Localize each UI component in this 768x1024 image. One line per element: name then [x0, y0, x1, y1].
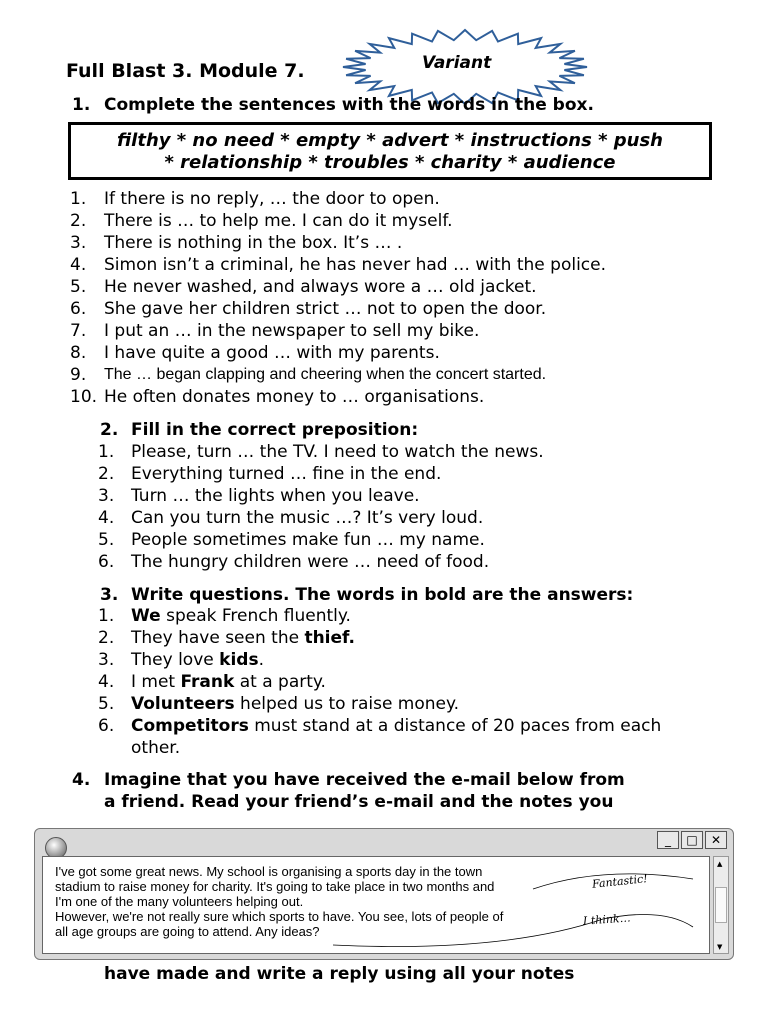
- item-number: 4.: [98, 672, 115, 692]
- item-number: 5.: [70, 277, 87, 297]
- note-curves: [43, 857, 711, 955]
- item-text: If there is no reply, … the door to open.: [104, 189, 440, 209]
- item-number: 7.: [70, 321, 87, 341]
- item-number: 6.: [98, 552, 115, 572]
- word-box-line-2: * relationship * troubles * charity * audience: [164, 152, 616, 173]
- list-item: [70, 276, 730, 298]
- task3-heading: Write questions. The words in bold are the answers:: [131, 585, 634, 605]
- maximize-button[interactable]: □: [681, 831, 703, 849]
- list-item: [70, 232, 730, 254]
- item-text: I put an … in the newspaper to sell my bike.: [104, 321, 480, 341]
- word-box: [68, 122, 712, 180]
- task1-heading: Complete the sentences with the words in the box.: [104, 95, 594, 115]
- list-item: [70, 210, 730, 232]
- text-part: helped us to raise money.: [234, 694, 460, 714]
- task4-line-2: a friend. Read your friend’s e-mail and the notes you: [104, 792, 614, 812]
- item-text: [131, 715, 661, 737]
- item-text: [131, 649, 264, 671]
- answer-bold: Competitors: [131, 716, 249, 736]
- email-body: [42, 856, 710, 954]
- scroll-up-icon[interactable]: ▲: [717, 860, 723, 868]
- handwritten-note-1: Fantastic!: [591, 872, 649, 891]
- task4-line-3: have made and write a reply using all your notes: [104, 964, 575, 984]
- item-number: 1.: [98, 442, 115, 462]
- list-item: [98, 441, 728, 463]
- item-text: The hungry children were … need of food.: [131, 552, 490, 572]
- email-line: I've got some great news. My school is organising a sports day in the town: [55, 864, 483, 879]
- list-item: [70, 386, 730, 408]
- word-box-line-1: filthy * no need * empty * advert * instructions * push: [117, 130, 663, 151]
- answer-bold: Volunteers: [131, 694, 235, 714]
- task2-heading: Fill in the correct preposition:: [131, 420, 419, 440]
- item-text: People sometimes make fun … my name.: [131, 530, 485, 550]
- item-text: There is … to help me. I can do it myself.: [104, 211, 453, 231]
- item-text: There is nothing in the box. It’s … .: [104, 233, 403, 253]
- item-text: Turn … the lights when you leave.: [131, 486, 420, 506]
- email-line: all age groups are going to attend. Any ideas?: [55, 924, 320, 939]
- item-text: [131, 693, 459, 715]
- item-number: 2.: [98, 628, 115, 648]
- item-text: Can you turn the music …? It’s very loud.: [131, 508, 484, 528]
- answer-bold: Frank: [180, 672, 235, 692]
- text-part: They have seen the: [131, 628, 305, 648]
- list-item-continuation: [98, 737, 738, 759]
- scroll-thumb[interactable]: [715, 887, 727, 923]
- handwritten-note-2: I think…: [582, 911, 632, 928]
- close-button[interactable]: ✕: [705, 831, 727, 849]
- list-item: [70, 298, 730, 320]
- email-line: I'm one of the many volunteers helping out.: [55, 894, 304, 909]
- item-number: 2.: [98, 464, 115, 484]
- item-number: 5.: [98, 530, 115, 550]
- task1-list: [70, 188, 730, 408]
- list-item: [70, 342, 730, 364]
- item-text: [131, 605, 351, 627]
- scroll-down-icon[interactable]: ▼: [717, 943, 723, 951]
- item-text: She gave her children strict … not to open the door.: [104, 299, 547, 319]
- item-number: 3.: [98, 650, 115, 670]
- text-part: must stand at a distance of 20 paces from each: [248, 716, 662, 736]
- item-number: 5.: [98, 694, 115, 714]
- item-text: Everything turned … fine in the end.: [131, 464, 442, 484]
- task3-number: 3.: [100, 585, 119, 605]
- task2-number: 2.: [100, 420, 119, 440]
- list-item: [70, 188, 730, 210]
- scrollbar[interactable]: [713, 856, 729, 954]
- list-item: [98, 551, 728, 573]
- email-line: However, we're not really sure which sports to have. You see, lots of people of: [55, 909, 504, 924]
- task3-list: [98, 605, 738, 759]
- item-number: 10.: [70, 387, 98, 407]
- item-number: 2.: [70, 211, 87, 231]
- item-number: 4.: [98, 508, 115, 528]
- list-item: [70, 320, 730, 342]
- answer-bold: thief.: [304, 628, 355, 648]
- item-text: Simon isn’t a criminal, he has never had … with the police.: [104, 255, 607, 275]
- task2-list: [98, 441, 728, 573]
- minimize-button[interactable]: _: [657, 831, 679, 849]
- item-text: I have quite a good … with my parents.: [104, 343, 440, 363]
- item-number: 6.: [70, 299, 87, 319]
- task4-number: 4.: [72, 770, 91, 790]
- list-item: [98, 605, 738, 627]
- item-number: 1.: [70, 189, 87, 209]
- item-text: He often donates money to … organisations.: [104, 387, 485, 407]
- item-number: 4.: [70, 255, 87, 275]
- item-number: 9.: [70, 365, 87, 385]
- item-number: 8.: [70, 343, 87, 363]
- item-number: 1.: [98, 606, 115, 626]
- variant-label: Variant: [422, 53, 492, 73]
- list-item: [98, 715, 738, 737]
- email-line: stadium to raise money for charity. It's going to take place in two months and: [55, 879, 495, 894]
- item-text: Please, turn … the TV. I need to watch the news.: [131, 442, 544, 462]
- item-text: He never washed, and always wore a … old jacket.: [104, 277, 537, 297]
- task4-line-1: Imagine that you have received the e-mail below from: [104, 770, 625, 790]
- list-item: [98, 507, 728, 529]
- item-text: The … began clapping and cheering when the concert started.: [104, 366, 547, 383]
- list-item: [98, 627, 738, 649]
- answer-bold: kids: [219, 650, 259, 670]
- text-part: speak French fluently.: [160, 606, 351, 626]
- list-item: [98, 671, 738, 693]
- text-part: .: [258, 650, 264, 670]
- text-part: They love: [131, 650, 220, 670]
- list-item: [98, 463, 728, 485]
- item-text: other.: [131, 738, 181, 758]
- email-window: [34, 828, 734, 960]
- list-item: [70, 254, 730, 276]
- text-part: at a party.: [234, 672, 326, 692]
- list-item: [98, 649, 738, 671]
- answer-bold: We: [131, 606, 161, 626]
- worksheet-title: Full Blast 3. Module 7.: [66, 60, 305, 82]
- item-text: [131, 671, 326, 693]
- item-number: 3.: [70, 233, 87, 253]
- list-item: [98, 529, 728, 551]
- list-item: [98, 485, 728, 507]
- list-item: [70, 364, 730, 386]
- item-text: [131, 627, 355, 649]
- text-part: I met: [131, 672, 181, 692]
- item-number: 3.: [98, 486, 115, 506]
- list-item: [98, 693, 738, 715]
- task1-number: 1.: [72, 95, 91, 115]
- item-number: 6.: [98, 716, 115, 736]
